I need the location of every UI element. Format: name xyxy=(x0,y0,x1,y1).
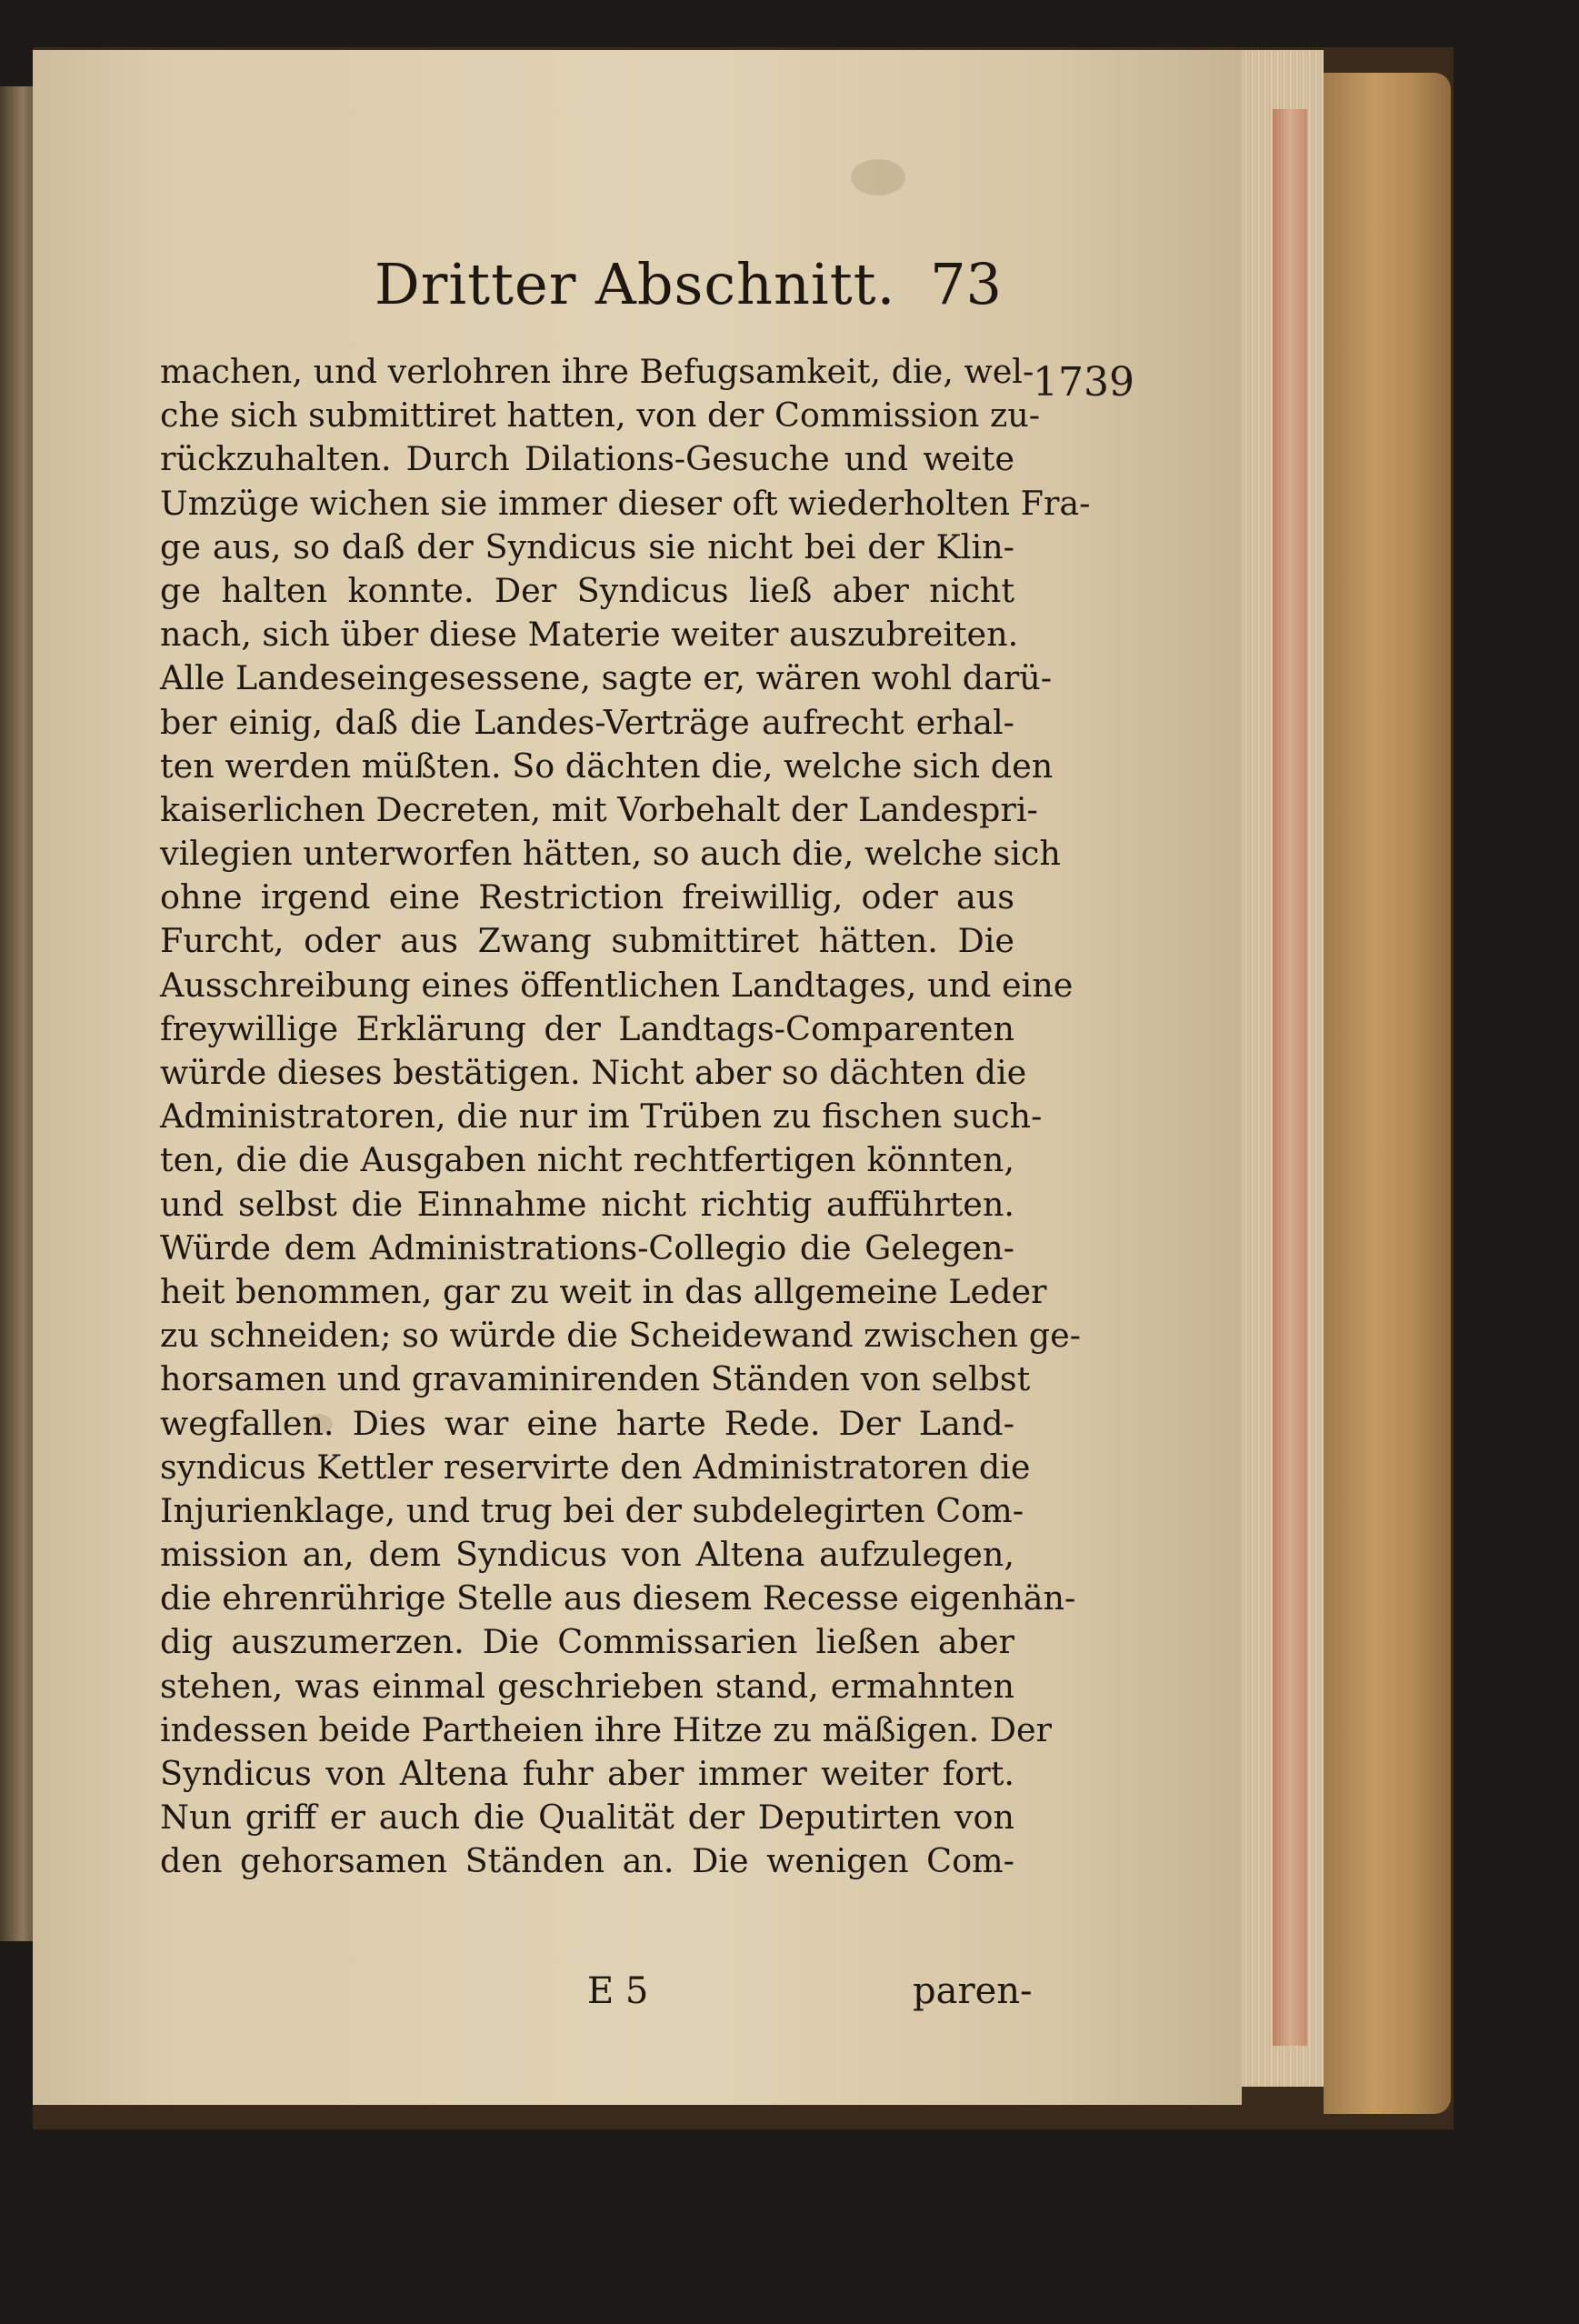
running-header xyxy=(375,248,1002,321)
text-line: ten, die die Ausgaben nicht rechtfertigen könnten, xyxy=(160,1140,1014,1180)
text-line: freywillige Erklärung der Landtags-Comparenten xyxy=(160,1008,1014,1048)
facing-page-edge xyxy=(0,86,33,1941)
text-line: ohne irgend eine Restriction freiwillig, oder aus xyxy=(160,877,1014,917)
text-line: kaiserlichen Decreten, mit Vorbehalt der Landespri- xyxy=(160,789,1038,829)
text-line: den gehorsamen Ständen an. Die wenigen Com- xyxy=(160,1841,1014,1881)
text-line: heit benommen, gar zu weit in das allgemeine Leder xyxy=(160,1271,1047,1311)
text-line: Administratoren, die nur im Trüben zu fischen such- xyxy=(160,1097,1043,1137)
text-line: stehen, was einmal geschrieben stand, ermahnten xyxy=(160,1666,1014,1706)
text-line: Würde dem Administrations-Collegio die Gelegen- xyxy=(160,1227,1014,1267)
text-line: Alle Landeseingesessene, sagte er, wären wohl darü- xyxy=(160,658,1053,698)
text-line: indessen beide Partheien ihre Hitze zu mäßigen. Der xyxy=(160,1709,1053,1749)
text-line: würde dieses bestätigen. Nicht aber so dächten die xyxy=(160,1053,1027,1092)
text-line: Nun griff er auch die Qualität der Deputirten von xyxy=(160,1798,1014,1838)
signature-mark: E 5 xyxy=(587,1970,649,2012)
text-line: machen, und verlohren ihre Befugsamkeit, die, wel- xyxy=(160,352,1034,391)
text-line: Ausschreibung eines öffentlichen Landtages, und eine xyxy=(160,965,1074,1005)
text-line: horsamen und gravaminirenden Ständen von selbst xyxy=(160,1359,1031,1399)
text-line: che sich submittiret hatten, von der Commission zu- xyxy=(160,396,1041,436)
catchword: paren- xyxy=(913,1970,1033,2012)
text-line: Injurienklage, und trug bei der subdelegirten Com- xyxy=(160,1490,1024,1530)
text-line: Furcht, oder aus Zwang submittiret hätten. Die xyxy=(160,921,1014,961)
margin-year-note: 1739 xyxy=(1033,359,1134,406)
text-line: ge aus, so daß der Syndicus sie nicht bei der Klin- xyxy=(160,526,1014,566)
text-line: Umzüge wichen sie immer dieser oft wiederholten Fra- xyxy=(160,483,1091,523)
page-footer xyxy=(33,1970,1033,2021)
text-line: ge halten konnte. Der Syndicus ließ aber nicht xyxy=(160,570,1014,610)
red-page-edge xyxy=(1273,109,1307,2046)
text-line: Syndicus von Altena fuhr aber immer weiter fort. xyxy=(160,1754,1014,1793)
text-line: ten werden müßten. So dächten die, welche sich den xyxy=(160,746,1054,786)
leather-cover xyxy=(1324,73,1451,2114)
text-line: zu schneiden; so würde die Scheidewand zwischen ge- xyxy=(160,1316,1081,1356)
text-line: die ehrenrührige Stelle aus diesem Recesse eigenhän- xyxy=(160,1578,1076,1618)
running-title: Dritter Abschnitt. xyxy=(375,251,896,317)
text-line: mission an, dem Syndicus von Altena aufzulegen, xyxy=(160,1535,1014,1575)
text-line: nach, sich über diese Materie weiter auszubreiten. xyxy=(160,615,1019,655)
text-line: ber einig, daß die Landes-Verträge aufrecht erhal- xyxy=(160,702,1014,742)
text-line: dig auszumerzen. Die Commissarien ließen aber xyxy=(160,1622,1014,1662)
text-line: vilegien unterworfen hätten, so auch die, welche sich xyxy=(160,834,1061,874)
text-line: rückzuhalten. Durch Dilations-Gesuche und weite xyxy=(160,439,1014,479)
page-number: 73 xyxy=(930,251,1002,317)
text-line: wegfallen. Dies war eine harte Rede. Der Land- xyxy=(160,1403,1014,1443)
book-page xyxy=(33,50,1242,2105)
foxing-spot xyxy=(851,159,905,195)
text-line: und selbst die Einnahme nicht richtig aufführten. xyxy=(160,1184,1014,1224)
text-line: syndicus Kettler reservirte den Administratoren die xyxy=(160,1447,1031,1487)
